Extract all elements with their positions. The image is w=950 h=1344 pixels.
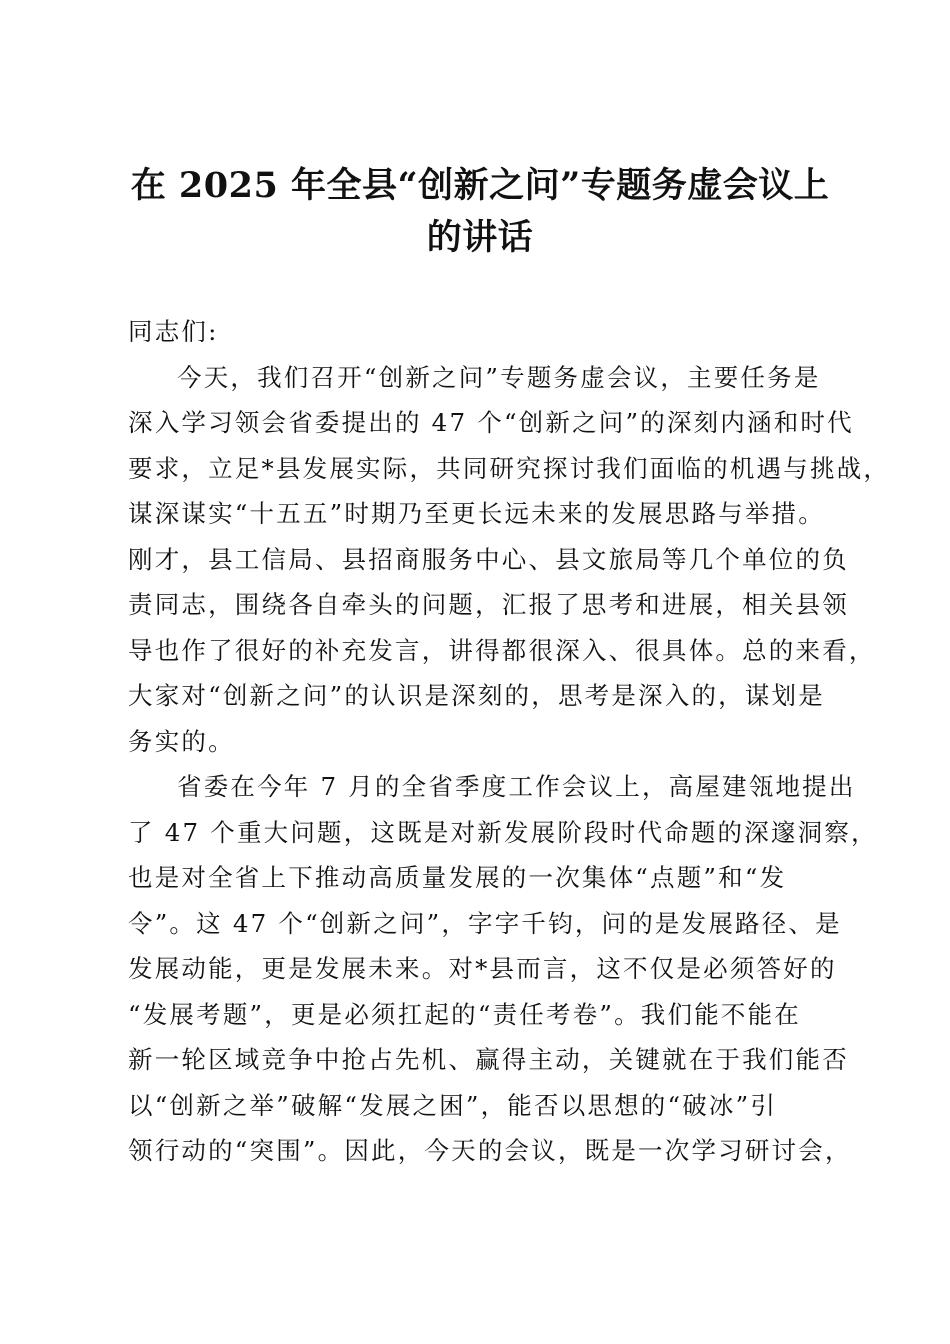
document-title bbox=[110, 160, 850, 264]
paragraph-line: 刚才，县工信局、县招商服务中心、县文旅局等几个单位的负 bbox=[128, 544, 849, 574]
paragraph-line: 令”。这 47 个“创新之问”，字字千钧，问的是发展路径、是 bbox=[128, 908, 842, 938]
paragraph-line: 了 47 个重大问题，这既是对新发展阶段时代命题的深邃洞察， bbox=[128, 817, 878, 847]
paragraph-line: 发展动能，更是发展未来。对*县而言，这不仅是必须答好的 bbox=[128, 954, 837, 983]
paragraph-line: 也是对全省上下推动高质量发展的一次集体“点题”和“发 bbox=[128, 863, 787, 892]
paragraph-1 bbox=[128, 355, 891, 765]
paragraph-line: “发展考题”，更是必须扛起的“责任考卷”。我们能不能在 bbox=[128, 999, 801, 1029]
paragraph-line: 领行动的“突围”。因此，今天的会议，既是一次学习研讨会， bbox=[128, 1136, 852, 1165]
paragraph-line: 今天，我们召开“创新之问”专题务虚会议，主要任务是 bbox=[177, 362, 821, 392]
paragraph-line: 责同志，围绕各自牵头的问题，汇报了思考和进展，相关县领 bbox=[128, 590, 849, 619]
paragraph-line: 新一轮区域竞争中抢占先机、赢得主动，关键就在于我们能否 bbox=[128, 1045, 849, 1074]
paragraph-line: 务实的。 bbox=[128, 726, 235, 756]
paragraph-line: 导也作了很好的补充发言，讲得都很深入、很具体。总的来看， bbox=[128, 635, 876, 665]
paragraph-line: 深入学习领会省委提出的 47 个“创新之问”的深刻内涵和时代 bbox=[128, 408, 854, 437]
salutation: 同志们: bbox=[128, 317, 219, 346]
paragraph-2 bbox=[128, 764, 878, 1174]
title-line-1: 在 2025 年全县“创新之问”专题务虚会议上 bbox=[130, 165, 830, 206]
paragraph-line: 要求，立足*县发展实际，共同研究探讨我们面临的机遇与挑战， bbox=[128, 453, 891, 483]
paragraph-line: 谋深谋实“十五五”时期乃至更长远未来的发展思路与举措。 bbox=[128, 499, 825, 528]
title-line-2: 的讲话 bbox=[426, 217, 534, 258]
paragraph-line: 以“创新之举”破解“发展之困”，能否以思想的“破冰”引 bbox=[128, 1090, 778, 1120]
paragraph-line: 省委在今年 7 月的全省季度工作会议上，高屋建瓴地提出 bbox=[177, 772, 856, 801]
document-body bbox=[128, 309, 891, 1174]
paragraph-line: 大家对“创新之问”的认识是深刻的，思考是深入的，谋划是 bbox=[128, 681, 825, 710]
